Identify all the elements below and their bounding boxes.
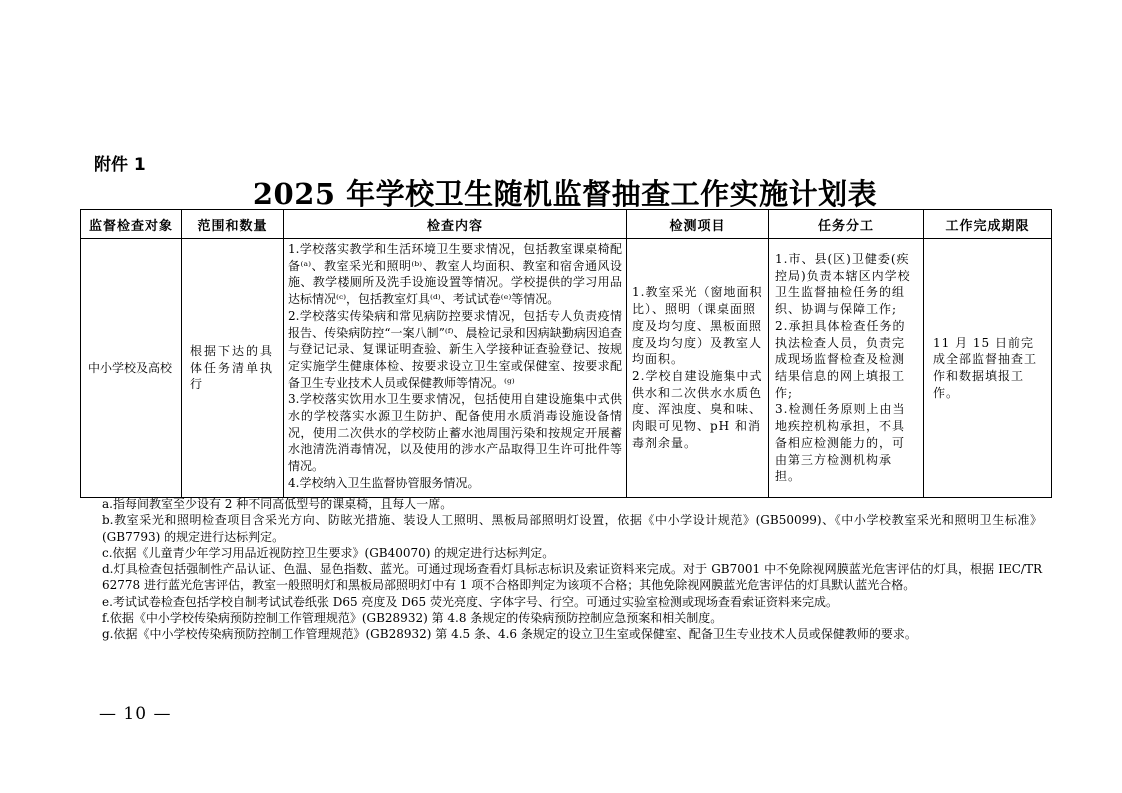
content-item: 2.学校落实传染病和常见病防控要求情况，包括专人负责疫情报告、传染病防控“一案八制”⁽ᶠ⁾、晨检记录和因病缺勤病因追查与登记记录、复课证明查验、新生入学接种证查验登记、按规定实施学生健康体检、按要求设立卫生室或保健室、按要求配备卫生专业技术人员或保健教师等情况。⁽ᵍ⁾ (288, 308, 622, 390)
footnote: c.依据《儿童青少年学习用品近视防控卫生要求》(GB40070) 的规定进行达标判定。 (102, 545, 555, 560)
header-target: 监督检查对象 (81, 210, 182, 239)
cell-content (284, 239, 627, 498)
footnote: g.依据《中小学校传染病预防控制工作管理规范》(GB28932) 第 4.5 条、4.6 条规定的设立卫生室或保健室、配备卫生专业技术人员或保健教师的要求。 (102, 627, 917, 642)
page-title: 2025 年学校卫生随机监督抽查工作实施计划表 (252, 177, 878, 211)
table-header-row (81, 210, 1052, 239)
header-items: 检测项目 (627, 210, 769, 239)
test-item: 1.教室采光（窗地面积比）、照明（课桌面照度及均匀度、黑板面照度及均匀度）及教室人均面积。 (632, 285, 763, 367)
division-item: 2.承担具体检查任务的执法检查人员，负责完成现场监督检查及检测结果信息的网上填报工作; (775, 318, 906, 400)
cell-items (627, 239, 769, 498)
cell-deadline: 11 月 15 日前完成全部监督抽查工作和数据填报工作。 (924, 239, 1052, 498)
attachment-label: 附件 1 (94, 155, 146, 175)
header-deadline: 工作完成期限 (924, 210, 1052, 239)
header-division: 任务分工 (769, 210, 924, 239)
content-item: 1.学校落实教学和生活环境卫生要求情况，包括教室课桌椅配备⁽ᵃ⁾、教室采光和照明⁽ᵇ⁾、教室人均面积、教室和宿舍通风设施、教学楼厕所及洗手设施设置等情况。学校提供的学习用品达标情况⁽ᶜ⁾，包括教室灯具⁽ᵈ⁾、考试试卷⁽ᵉ⁾等情况。 (288, 242, 622, 307)
content-item: 4.学校纳入卫生监督协管服务情况。 (288, 475, 480, 490)
footnote: b.教室采光和照明检查项目含采光方向、防眩光措施、装设人工照明、黑板局部照明灯设置，依据《中小学设计规范》(GB50099)、《中小学校教室采光和照明卫生标准》(GB7793) 的规定进行达标判定。 (102, 513, 1042, 544)
footnotes (102, 496, 1042, 643)
footnote: f.依据《中小学校传染病预防控制工作管理规范》(GB28932) 第 4.8 条规定的传染病预防控制应急预案和相关制度。 (102, 611, 723, 626)
header-content: 检查内容 (284, 210, 627, 239)
header-scope: 范围和数量 (182, 210, 284, 239)
table-row (81, 239, 1052, 498)
cell-target: 中小学校及高校 (81, 239, 182, 498)
cell-division (769, 239, 924, 498)
footnote: d.灯具检查包括强制性产品认证、色温、显色指数、蓝光。可通过现场查看灯具标志标识及索证资料来完成。对于 GB7001 中不免除视网膜蓝光危害评估的灯具，根据 IEC/TR 62778 进行蓝光危害评估，教室一般照明灯和黑板局部照明灯中有 1 项不合格即判定为该项不合格；其他免除视网膜蓝光危害评估的灯具默认蓝光合格。 (102, 562, 1042, 593)
footnote: e.考试试卷检查包括学校自制考试试卷纸张 D65 亮度及 D65 荧光亮度、字体字号、行空。可通过实验室检测或现场查看索证资料来完成。 (102, 594, 838, 609)
plan-table (80, 209, 1052, 498)
cell-scope: 根据下达的具体任务清单执行 (182, 239, 284, 498)
content-item: 3.学校落实饮用水卫生要求情况，包括使用自建设施集中式供水的学校落实水源卫生防护、配备使用水质消毒设施设备情况，使用二次供水的学校防止蓄水池周围污染和按规定开展蓄水池清洗消毒情况，以及使用的涉水产品取得卫生许可批件等情况。 (288, 392, 622, 474)
division-item: 3.检测任务原则上由当地疾控机构承担，不具备相应检测能力的，可由第三方检测机构承担。 (775, 402, 906, 484)
test-item: 2.学校自建设施集中式供水和二次供水水质色度、浑浊度、臭和味、肉眼可见物、pH 和消毒剂余量。 (632, 369, 763, 450)
division-item: 1.市、县(区)卫健委(疾控局)负责本辖区内学校卫生监督抽检任务的组织、协调与保障工作; (775, 252, 911, 317)
footnote: a.指每间教室至少设有 2 种不同高低型号的课桌椅，且每人一席。 (102, 497, 453, 511)
page-number: — 10 — (99, 704, 172, 724)
